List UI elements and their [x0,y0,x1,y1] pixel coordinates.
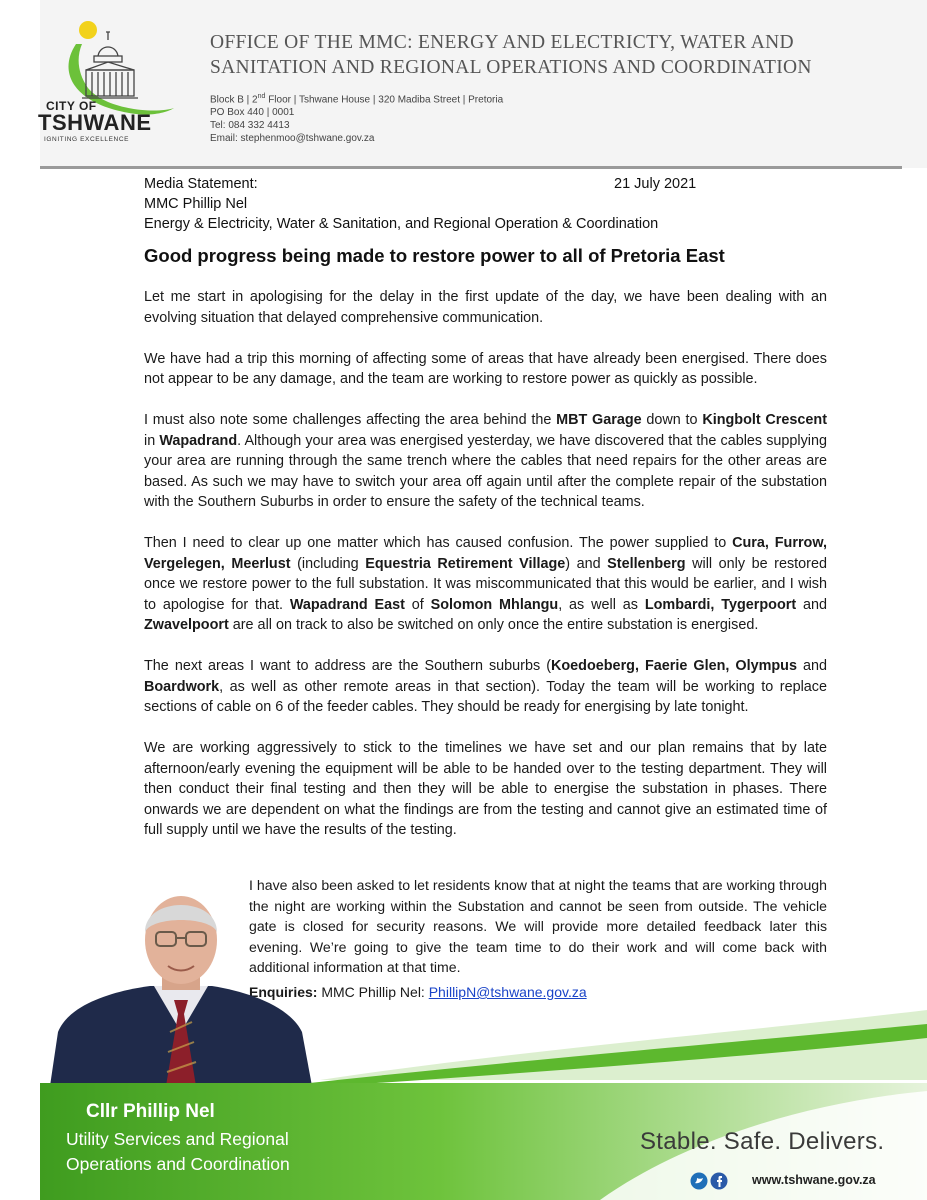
social-icons [690,1171,736,1191]
enquiries-email-link[interactable]: PhillipN@tshwane.gov.za [428,984,587,1000]
office-title [210,30,850,80]
logo-name: TSHWANE [38,110,152,135]
role-line: Utility Services and Regional [66,1129,289,1149]
paragraph: We have had a trip this morning of affecting some of areas that have already been energised. There does not appear to be any damage, and the team are working to restore power as quickly as possible. [144,350,827,387]
logo-city-label: CITY OF [46,99,97,113]
text-run: The next areas I want to address are the Southern suburbs ( [144,658,551,674]
place-name: Wapadrand [159,432,238,449]
place-name: Kingbolt Crescent [702,412,828,428]
place-name: Lombardi, Tygerpoort [644,596,797,613]
statement-meta [144,174,658,234]
text-run: down to [641,412,703,428]
councillor-name: Cllr Phillip Nel [86,1101,215,1122]
place-name: Stellenberg [607,555,686,572]
place-name: Cura, Furrow, Vergelegen, Meerlust [144,535,827,572]
text-run: , as well as other remote areas in that section). Today the team will be working to replace sections of cable on 6 of the feeder cables. They should be ready for energising by late tonight. [144,678,827,715]
telephone: Tel: 084 332 4413 [210,120,290,132]
place-name: Wapadrand East [289,596,405,613]
address-rest: Floor | Tshwane House | 320 Madiba Street | Pretoria [265,94,504,106]
place-name: Solomon Mhlangu [430,596,559,613]
statement-type: Media Statement: [144,176,258,192]
paragraph [144,533,827,636]
text-run: are all on track to also be switched on only once the entire substation is energised. [228,617,759,633]
facebook-icon[interactable] [711,1173,728,1190]
office-title-line: OFFICE OF THE MMC: ENERGY AND ELECTRICTY, WATER AND [210,32,794,53]
office-address [210,90,503,145]
header-divider [40,166,902,169]
text-run: Then I need to clear up one matter which has caused confusion. The power supplied to [144,535,733,551]
email-address: Email: stephenmoo@tshwane.gov.za [210,133,375,145]
text-run: ) and [565,555,608,572]
text-run: , as well as [558,596,645,613]
enquiries-contact: MMC Phillip Nel: [317,984,429,1000]
place-name: Boardwork [144,678,220,695]
statement-date: 21 July 2021 [614,176,697,192]
text-run: of [404,596,431,613]
logo-tagline: IGNITING EXCELLENCE [44,136,130,143]
text-run: will only be restored once we restore power to the full substation. It was miscommunicated that this would be earlier, and I wish to apologise for that. [144,555,827,613]
twitter-icon[interactable] [691,1173,708,1190]
text-run: and [796,596,827,613]
paragraph [144,656,827,718]
po-box: PO Box 440 | 0001 [210,107,295,119]
statement-body [144,287,827,861]
councillor-role [66,1127,290,1177]
text-run: . Although your area was energised yesterday, we have discovered that the cables supplying your area are running through the same trench where the cables that need repairs for the other areas are based. As such we may have to switch your area off again until after the complete repair of the substation with the Southern Suburbs in order to ensure the safety of the technical teams. [144,432,827,510]
office-title-line: SANITATION AND REGIONAL OPERATIONS AND COORDINATION [210,57,812,78]
statement-author: MMC Phillip Nel [144,196,248,212]
place-name: Zwavelpoort [144,617,229,633]
paragraph: Let me start in apologising for the delay in the first update of the day, we have been dealing with an evolving situation that delayed comprehensive communication. [144,289,827,326]
text-run: (including [290,555,366,572]
enquiries-label: Enquiries: [249,984,318,1000]
text-run: in [144,432,160,449]
paragraph [144,410,827,513]
place-name: Equestria Retirement Village [365,555,566,572]
statement-portfolio: Energy & Electricity, Water & Sanitation, and Regional Operation & Coordination [144,216,659,232]
text-run: I must also note some challenges affecting the area behind the [144,412,557,428]
address-line [210,90,503,106]
address-prefix: Block B | 2 [210,94,258,106]
address-superscript: nd [257,93,266,100]
paragraph: We are working aggressively to stick to the timelines we have set and our plan remains that by late afternoon/early evening the equipment will be able to be handed over to the testing department. They will then conduct their final testing and then they will be able to energise the substation in phases. There onwards we are dependent on what the findings are from the testing and cannot give an estimated time of full supply until we have the results of the testing. [144,740,827,838]
slogan: Stable. Safe. Delivers. [640,1128,885,1155]
text-run: and [796,658,827,674]
role-line: Operations and Coordination [66,1154,290,1174]
paragraph: I have also been asked to let residents know that at night the teams that are working through the night are working within the Substation and cannot be seen from outside. The vehicle gate is closed for security reasons. We will provide more detailed feedback later this evening. We’re going to give the team time to do their work and will come back with additional information at that time. [249,877,827,975]
website-link[interactable]: www.tshwane.gov.za [752,1173,876,1187]
headline: Good progress being made to restore power to all of Pretoria East [144,245,725,266]
place-name: Koedoeberg, Faerie Glen, Olympus [551,658,797,674]
place-name: MBT Garage [556,412,642,428]
